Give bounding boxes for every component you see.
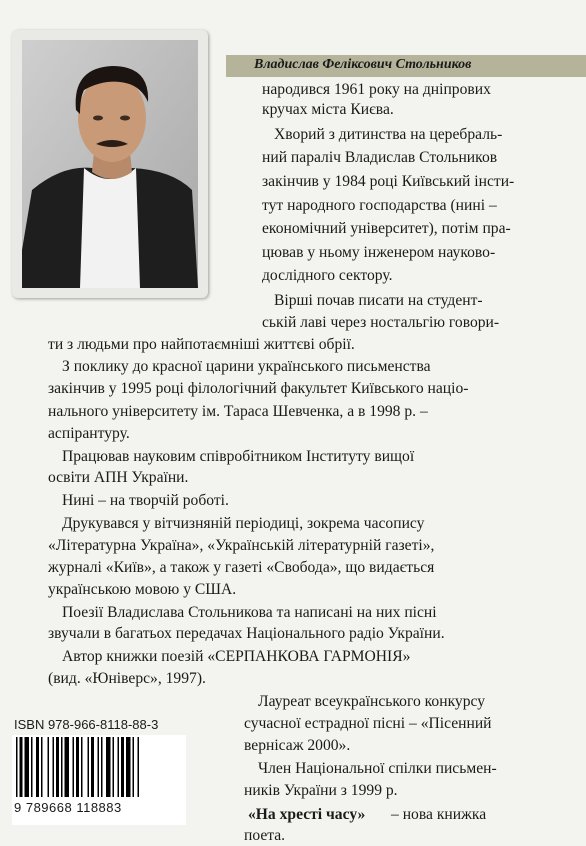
bio-line: – нова книжка <box>391 806 487 823</box>
bio-line: аспірантуру. <box>48 425 130 442</box>
bio-line: Друкувався у вітчизняній періодиці, зокрема часопису <box>62 515 425 532</box>
bio-line: тут народного господарства (нині – <box>262 197 497 214</box>
bio-line: «Літературна Україна», «Українській літературній газеті», <box>48 537 435 554</box>
isbn-number: ISBN 978-966-8118-88-3 <box>14 717 159 732</box>
bio-line: вернісаж 2000». <box>244 737 351 754</box>
bio-line: економічний університет), потім пра- <box>262 220 511 237</box>
author-photo <box>22 40 198 288</box>
bio-line: Член Національної спілки письмен- <box>258 760 497 777</box>
bio-line: сучасної естрадної пісні – «Пісенний <box>244 715 492 732</box>
bio-line: журналі «Київ», а також у газеті «Свобода», що видається <box>48 559 435 576</box>
bio-line: звучали в багатьох передачах Національного радіо України. <box>48 625 445 642</box>
bio-line: освіти АПН України. <box>48 469 189 486</box>
bio-line: Лауреат всеукраїнського конкурсу <box>258 693 486 710</box>
bio-line: закінчив у 1995 році філологічний факультет Київського націо- <box>48 380 469 397</box>
bio-line: (вид. «Юніверс», 1997). <box>48 670 206 687</box>
bio-line: Автор книжки поезій «СЕРПАНКОВА ГАРМОНІЯ» <box>62 648 411 665</box>
bio-line: закінчив у 1984 році Київський інсти- <box>262 173 515 190</box>
new-book-title: «На хресті часу» <box>248 806 366 823</box>
bio-line: кручах міста Києва. <box>262 101 394 118</box>
bio-line: Нині – на творчій роботі. <box>62 492 229 509</box>
bio-line: ників України з 1999 р. <box>244 782 398 799</box>
bio-line: нального університету ім. Тараса Шевченка, а в 1998 р. – <box>48 403 428 420</box>
bio-line: поета. <box>244 827 286 844</box>
author-photo-frame <box>12 30 208 298</box>
bio-line: Поезії Владислава Стольникова та написані на них пісні <box>62 604 437 621</box>
bio-line: З поклику до красної царини українського письменства <box>62 358 431 375</box>
bio-line: цював у ньому інженером науково- <box>262 244 496 261</box>
bio-line: Хворий з дитинства на церебраль- <box>274 126 503 143</box>
bio-line: народився 1961 року на дніпрових <box>262 81 491 98</box>
barcode-digits: 9 789668 118883 <box>14 800 122 815</box>
bio-line: ний параліч Владислав Стольников <box>262 149 498 166</box>
bio-line: українською мовою у США. <box>48 581 237 598</box>
bio-line: ській лаві через ностальгію говори- <box>262 314 500 331</box>
bio-line: ти з людьми про найпотаємніші життєві обрії. <box>48 336 355 353</box>
barcode-bars <box>12 735 186 799</box>
bio-line: дослідного сектору. <box>262 267 393 284</box>
bio-line: Працював науковим співробітником Інституту вищої <box>62 448 415 465</box>
bio-line: Вірші почав писати на студент- <box>274 292 483 309</box>
author-name: Владислав Феліксович Стольников <box>254 57 472 72</box>
